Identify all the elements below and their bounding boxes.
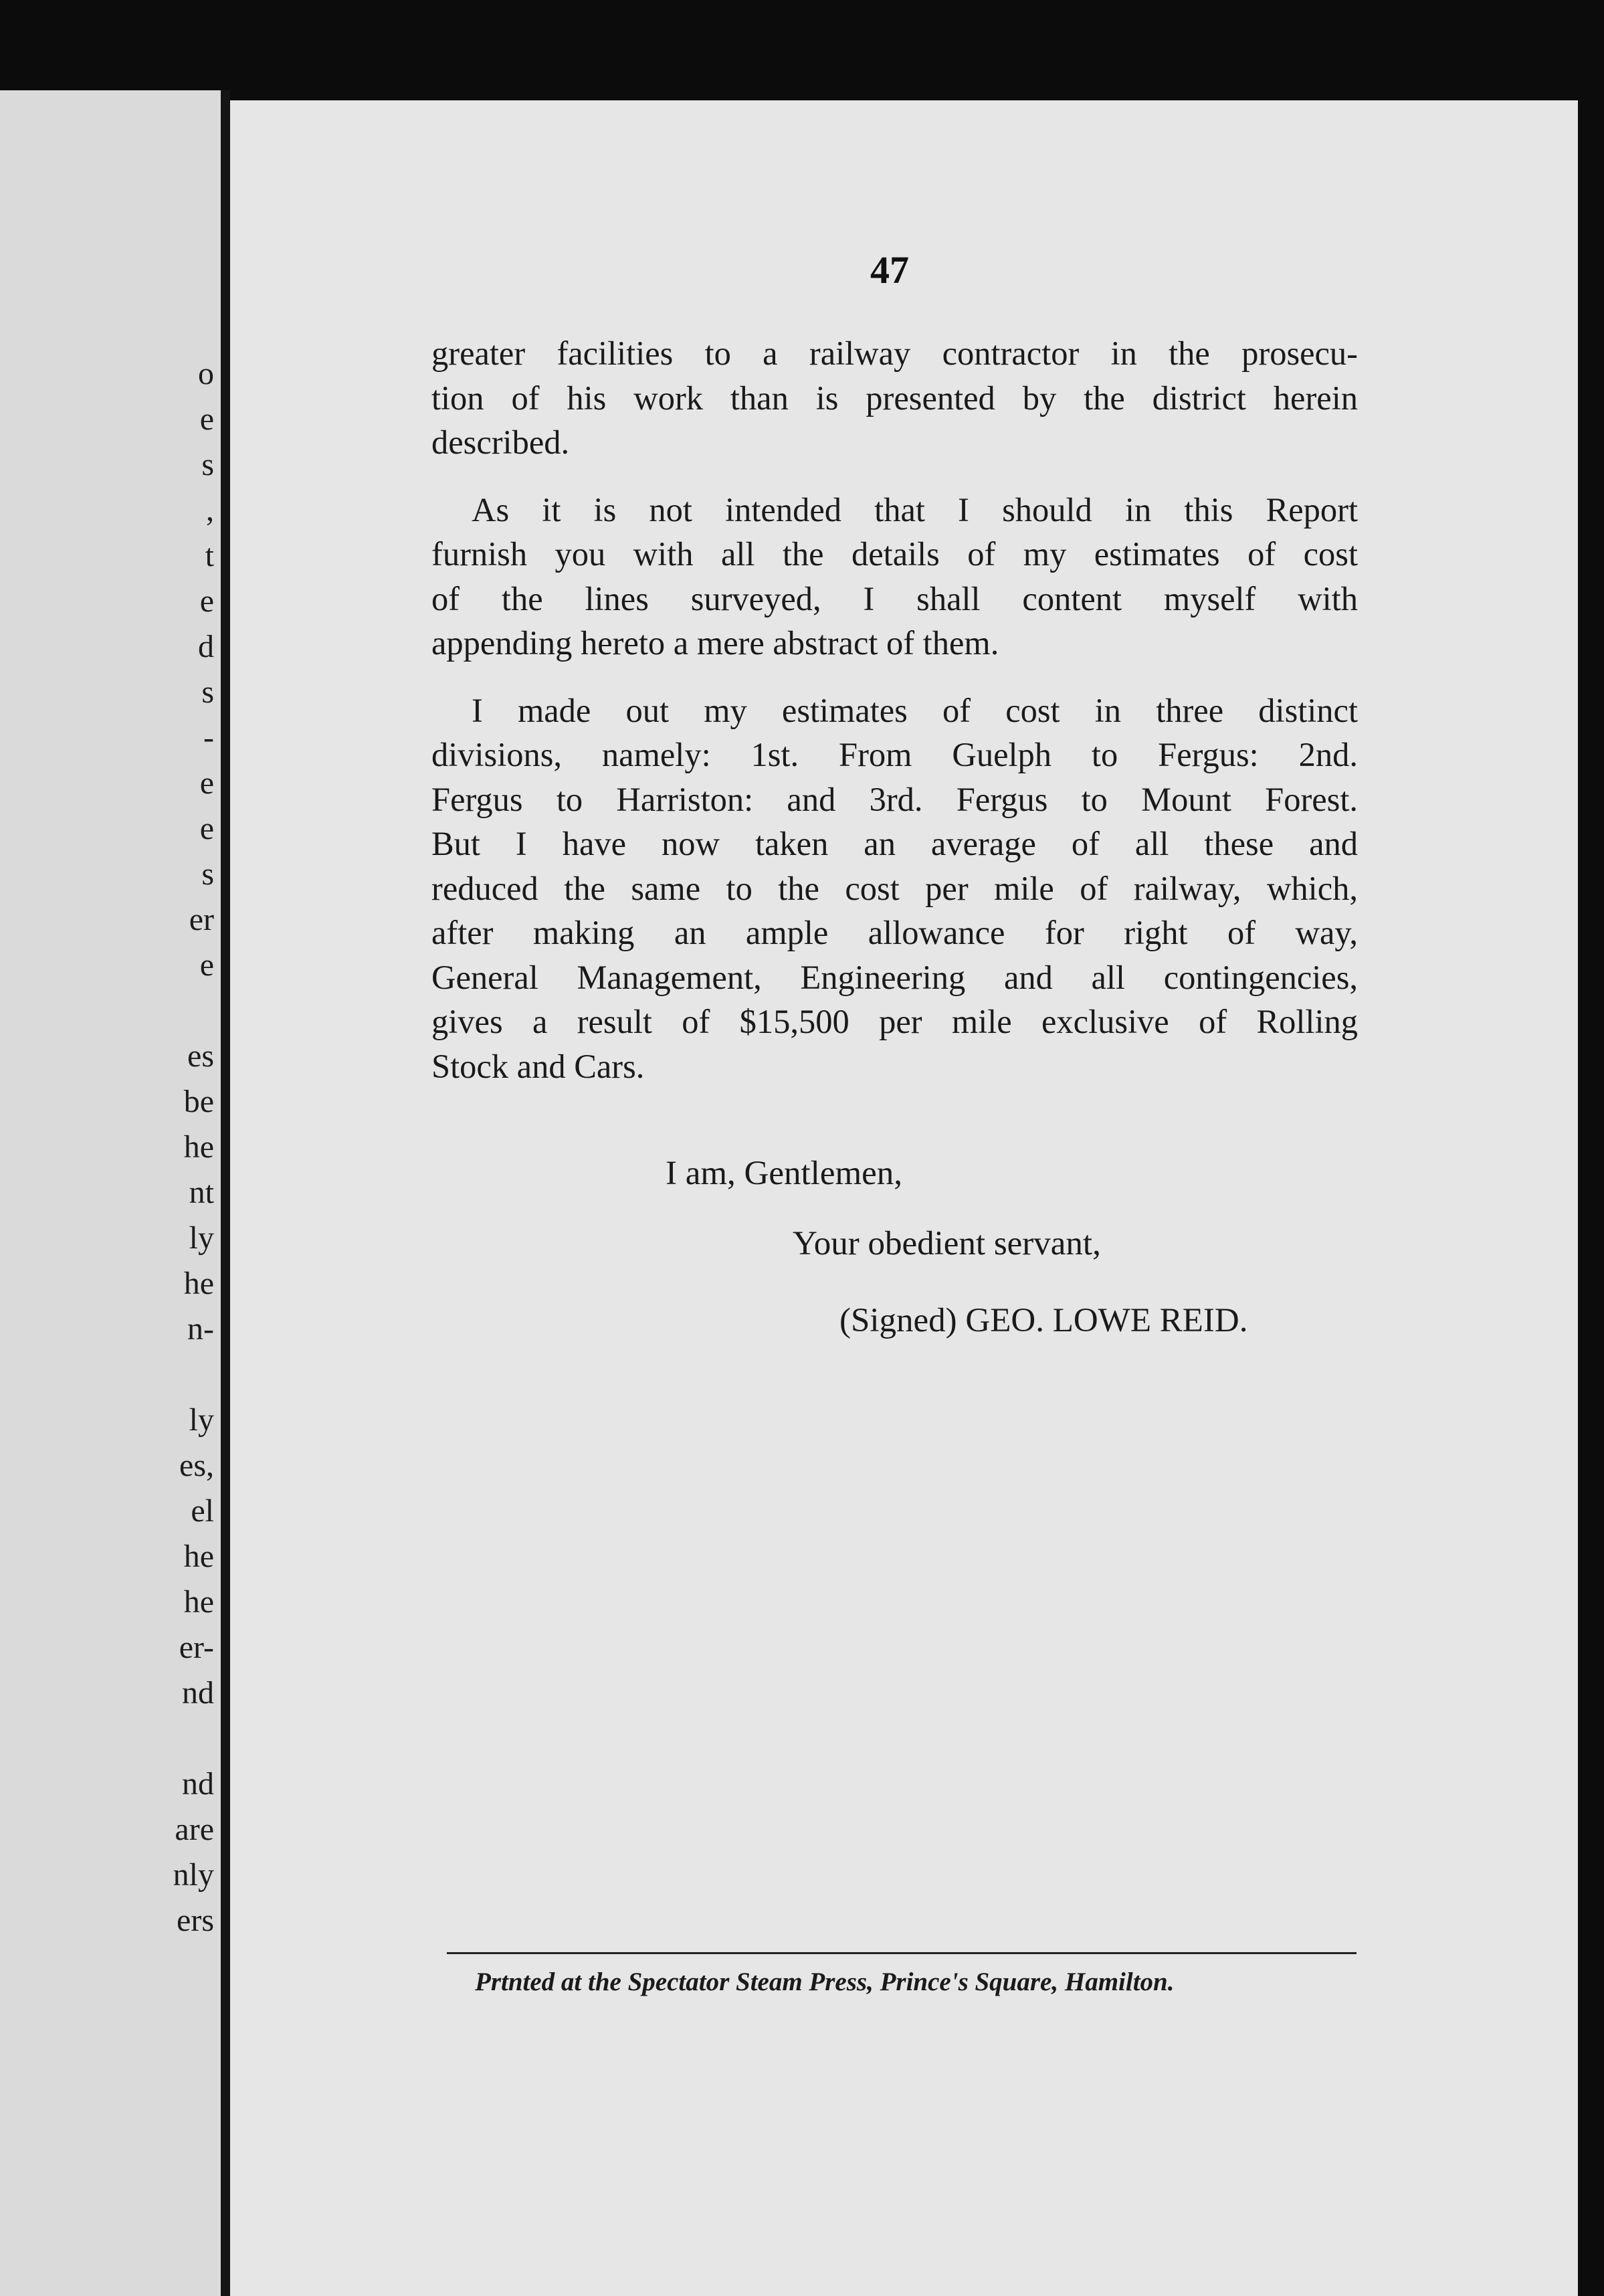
facing-page-fragment: nd xyxy=(182,1766,214,1802)
facing-page-fragment: nd xyxy=(182,1675,214,1711)
facing-page-fragment: er xyxy=(189,902,214,937)
printer-imprint: Prtnted at the Spectator Steam Press, Prince's Square, Hamilton. xyxy=(475,1968,1175,1996)
facing-page-fragment: d xyxy=(198,629,214,664)
valediction: Your obedient servant, xyxy=(793,1225,1101,1262)
facing-page-edge xyxy=(0,90,221,2296)
text-line: of the lines surveyed, I shall content myself with xyxy=(431,579,1358,617)
text-line: appending hereto a mere abstract of them. xyxy=(431,624,999,662)
facing-page-fragment: es xyxy=(187,1038,214,1074)
text-line: gives a result of $15,500 per mile exclusive of Rolling xyxy=(431,1003,1358,1040)
facing-page-fragment: es, xyxy=(179,1448,214,1483)
facing-page-fragment: e xyxy=(199,765,214,801)
facing-page-fragment: s xyxy=(201,856,214,892)
text-line: As it is not intended that I should in this Report xyxy=(472,490,1358,529)
paragraph-1 xyxy=(431,331,1358,465)
text-line: greater facilities to a railway contractor in the prosecu- xyxy=(431,334,1358,372)
facing-page-fragment: he xyxy=(183,1266,214,1301)
text-line: I made out my estimates of cost in three distinct xyxy=(472,691,1358,729)
facing-page-fragment: ers xyxy=(177,1903,214,1938)
facing-page-fragment: he xyxy=(183,1539,214,1574)
text-line: reduced the same to the cost per mile of railway, which, xyxy=(431,869,1358,907)
facing-page-fragment: nly xyxy=(173,1857,214,1893)
facing-page-fragment: t xyxy=(205,538,214,573)
page-number: 47 xyxy=(870,248,909,292)
text-line: furnish you with all the details of my estimates of cost xyxy=(431,535,1358,573)
facing-page-fragment: e xyxy=(199,811,214,846)
facing-page-fragment: n- xyxy=(187,1311,214,1347)
body-text xyxy=(431,331,1358,1111)
text-line: Fergus to Harriston: and 3rd. Fergus to Mount Forest. xyxy=(431,780,1358,818)
text-line: tion of his work than is presented by the district herein xyxy=(431,379,1358,417)
facing-page-fragment: el xyxy=(191,1493,214,1529)
paragraph-2 xyxy=(431,488,1358,666)
text-line: after making an ample allowance for right of way, xyxy=(431,914,1358,951)
facing-page-fragment: e xyxy=(199,947,214,983)
text-line: described. xyxy=(431,423,570,461)
facing-page-fragment: , xyxy=(206,492,214,528)
footer-rule xyxy=(447,1952,1357,1954)
facing-page-fragment: ly xyxy=(189,1402,214,1438)
facing-page-fragment: s xyxy=(201,447,214,482)
text-line: General Management, Engineering and all contingencies, xyxy=(431,958,1358,996)
signature: (Signed) GEO. LOWE REID. xyxy=(839,1302,1248,1339)
facing-page-fragment: e xyxy=(199,401,214,437)
facing-page-fragment: nt xyxy=(189,1175,214,1210)
facing-page-fragment: be xyxy=(183,1084,214,1119)
facing-page-fragment: o xyxy=(198,356,214,391)
facing-page-fragment: s xyxy=(201,674,214,710)
facing-page-fragment: e xyxy=(199,583,214,619)
text-line: Stock and Cars. xyxy=(431,1047,645,1085)
paragraph-3 xyxy=(431,688,1358,1089)
salutation: I am, Gentlemen, xyxy=(666,1155,903,1192)
facing-page-fragment: are xyxy=(175,1812,214,1847)
text-line: divisions, namely: 1st. From Guelph to Fergus: 2nd. xyxy=(431,736,1358,773)
facing-page-fragment: he xyxy=(183,1584,214,1620)
facing-page-fragment: ly xyxy=(189,1220,214,1256)
facing-page-fragment: - xyxy=(203,720,214,755)
facing-page-fragment: he xyxy=(183,1129,214,1165)
facing-page-fragment: er- xyxy=(179,1630,214,1665)
facing-page-text-fragments xyxy=(0,90,214,2296)
text-line: But I have now taken an average of all these and xyxy=(431,825,1358,862)
binding-gutter xyxy=(221,90,230,2296)
